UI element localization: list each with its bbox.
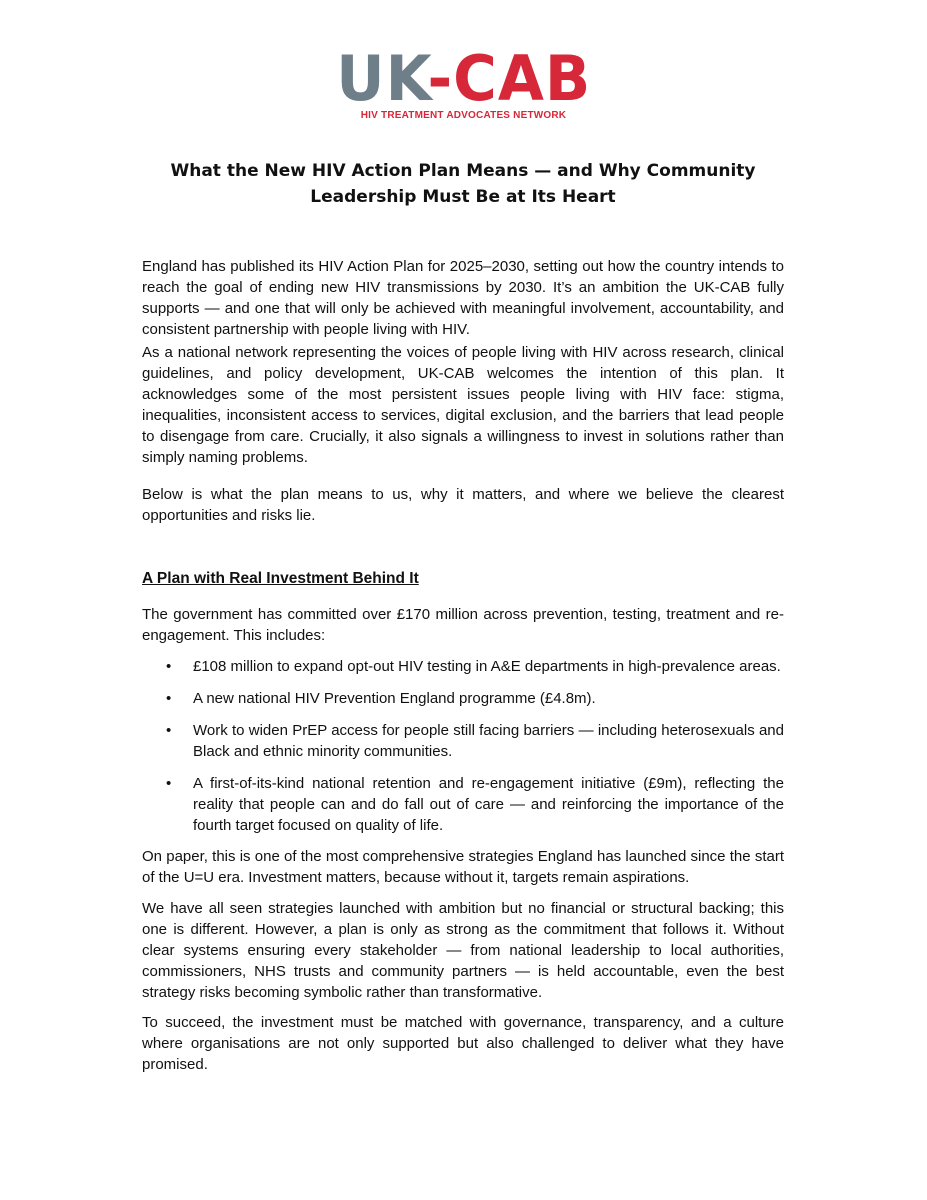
bullet-item: • Work to widen PrEP access for people still facing barriers — including heterosexuals and Black and ethnic minority communities. [142, 720, 784, 762]
bullet-item: • A new national HIV Prevention England programme (£4.8m). [142, 688, 784, 709]
bullet-item: • £108 million to expand opt-out HIV testing in A&E departments in high-prevalence areas. [142, 656, 784, 677]
intro-paragraph-1-block [142, 256, 784, 340]
page-title-line-1: What the New HIV Action Plan Means — and Why Community [170, 161, 756, 181]
section-lead-block [142, 604, 784, 646]
intro-paragraph: As a national network representing the voices of people living with HIV across research, clinical guidelines, and policy development, UK-CAB welcomes the intention of this plan. It acknowledges some of the most persistent issues people living with HIV face: stigma, inequalities, inconsistent access to services, digital exclusion, and the barriers that lead people to disengage from care. Crucially, it also signals a willingness to invest in solutions rather than simply naming problems. [142, 344, 784, 466]
section-paragraph-3-block [142, 1012, 784, 1075]
page-title [140, 158, 786, 210]
logo-uk-text: UK [336, 42, 428, 115]
investment-bullet-list [142, 656, 784, 847]
intro-paragraph-2-block [142, 342, 784, 468]
logo-cab-text: CAB [452, 42, 591, 115]
section-paragraph: To succeed, the investment must be matched with governance, transparency, and a culture where organisations are not only supported but also challenged to deliver what they have promised. [142, 1014, 784, 1073]
section-lead-paragraph: The government has committed over £170 million across prevention, testing, treatment and re-engagement. This includes: [142, 606, 784, 644]
uk-cab-logo [0, 42, 927, 121]
section-paragraph-2-block [142, 898, 784, 1003]
section-heading: A Plan with Real Investment Behind It [142, 570, 419, 587]
section-paragraph-1-block [142, 846, 784, 888]
logo-dash-text: - [427, 42, 453, 115]
intro-paragraph-3-block [142, 484, 784, 526]
logo-wordmark [336, 42, 591, 115]
bullet-item: • A first-of-its-kind national retention and re-engagement initiative (£9m), reflecting the reality that people can and do fall out of care — and reinforcing the importance of the fourth target focused on quality of life. [142, 773, 784, 836]
page-title-line-2: Leadership Must Be at Its Heart [310, 187, 616, 207]
intro-paragraph: Below is what the plan means to us, why it matters, and where we believe the clearest opportunities and risks lie. [142, 486, 784, 524]
logo-tagline: HIV TREATMENT ADVOCATES NETWORK [360, 110, 567, 121]
intro-paragraph: England has published its HIV Action Plan for 2025–2030, setting out how the country intends to reach the goal of ending new HIV transmissions by 2030. It’s an ambition the UK-CAB fully supports — and one that will only be achieved with meaningful involvement, accountability, and consistent partnership with people living with HIV. [142, 258, 784, 338]
section-paragraph: On paper, this is one of the most comprehensive strategies England has launched since the start of the U=U era. Investment matters, because without it, targets remain aspirations. [142, 848, 784, 886]
section-paragraph: We have all seen strategies launched with ambition but no financial or structural backing; this one is different. However, a plan is only as strong as the commitment that follows it. Without clear systems ensuring every stakeholder — from national leadership to local authorities, commissioners, NHS trusts and community partners — is held accountable, even the best strategy risks becoming symbolic rather than transformative. [142, 900, 784, 1001]
